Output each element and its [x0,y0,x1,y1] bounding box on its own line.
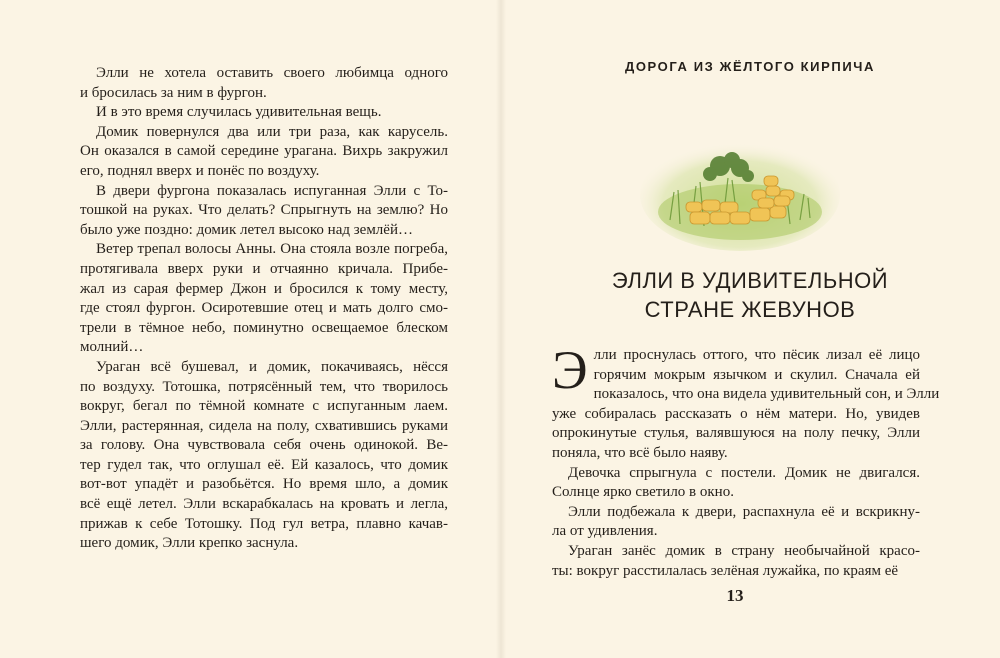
text-line: ла от удивления. [552,523,658,540]
text-line: Домик повернулся два или три раза, как карусель. [96,123,448,140]
text-line: за голову. Она чувствовала себя очень одинокой. Ве- [80,437,448,454]
chapter-title [500,266,1000,324]
page-number: 13 [726,586,744,605]
text-line: вот-вот упадёт и разобьётся. Но время шло, а домик [80,476,448,493]
text-line: его, поднял вверх и понёс по воздуху. [80,162,320,179]
paragraph [80,240,448,358]
text-line: трели в тёмное небо, поминутно освещаемое блеском [80,319,448,336]
text-line: и бросилась за ним в фургон. [80,84,267,101]
text-line: ты: вокруг расстилалась зелёная лужайка, по краям её [552,562,899,579]
drop-cap: Э [552,340,588,400]
paragraph [80,123,448,182]
text-line: Девочка спрыгнула с постели. Домик не двигался. [568,464,920,481]
paragraph [552,340,940,464]
text-line: Ветер трепал волосы Анны. Она стояла возле погреба, [96,241,448,258]
text-line: вокруг, бегал по тёмной комнате с испуганным лаем. [80,398,448,415]
text-line: Элли, растерянная, сидела на полу, схватившись руками [80,417,448,434]
text-line: по воздуху. Тотошка, потрясённый тем, что творилось [80,378,448,395]
text-line: всё ещё летел. Элли вскарабкалась на кровать и легла, [80,496,448,513]
chapter-title-line-1: ЭЛЛИ В УДИВИТЕЛЬНОЙ [611,268,889,293]
text-line: поняла, что всё было наяву. [552,444,728,461]
right-text-column [552,340,940,581]
text-line: прижав к себе Тотошку. Под гул ветра, плавно качав- [80,515,448,532]
text-line: горячим мокрым язычком и скулил. Сначала ей [593,366,920,383]
text-line: Ураган занёс домик в страну необычайной красо- [568,542,920,559]
text-line: лли проснулась оттого, что пёсик лизал её лицо [593,347,920,363]
paragraph [80,358,448,554]
text-line: опрокинутые стулья, валявшуюся на полу печку, Элли [552,425,920,442]
running-head: ДОРОГА ИЗ ЖЁЛТОГО КИРПИЧА [624,59,875,74]
paragraph [552,503,920,542]
text-line: тер гудел так, что оглушал её. Ей казалось, что домик [80,456,448,473]
paragraph [80,182,448,241]
text-line: И в это время случилась удивительная вещь. [96,104,382,121]
paragraph [80,103,448,123]
text-line: В двери фургона показалась испуганная Элли с То- [96,182,448,199]
text-line: было уже поздно: домик летел высоко над землёй… [80,221,413,238]
text-line: Ураган всё бушевал, и домик, покачиваясь, нёсся [96,358,448,375]
text-line: тошкой на руках. Что делать? Спрыгнуть на землю? Но [80,202,448,219]
text-line: показалось, что она видела удивительный сон, и Элли [593,386,940,403]
text-line: протягивала вверх руки и отчаянно кричала. Прибе- [80,260,448,277]
text-line: Элли не хотела оставить своего любимца одного [96,65,448,81]
text-line: где стоял фургон. Осиротевшие отец и мать долго смо- [80,300,448,317]
paragraph [552,542,920,581]
text-line: молний… [80,339,144,356]
chapter-title-line-2: СТРАНЕ ЖЕВУНОВ [644,297,856,322]
text-line: уже собиралась рассказать о нём матери. Но, увидев [552,405,920,422]
text-line: Элли подбежала к двери, распахнула её и вскрикну- [568,503,920,520]
text-line: Солнце ярко светило в окно. [552,484,734,501]
text-line: Он оказался в самой середине урагана. Вихрь закружил [80,143,448,160]
right-page [500,0,1000,658]
text-line: жал из сарая фермер Джон и бросился к тому месту, [80,280,448,297]
yellow-brick-road-illustration [640,120,840,255]
text-line: шего домик, Элли крепко заснула. [80,535,299,552]
left-text-column [80,64,448,554]
paragraph [552,464,920,503]
paragraph [80,64,448,103]
